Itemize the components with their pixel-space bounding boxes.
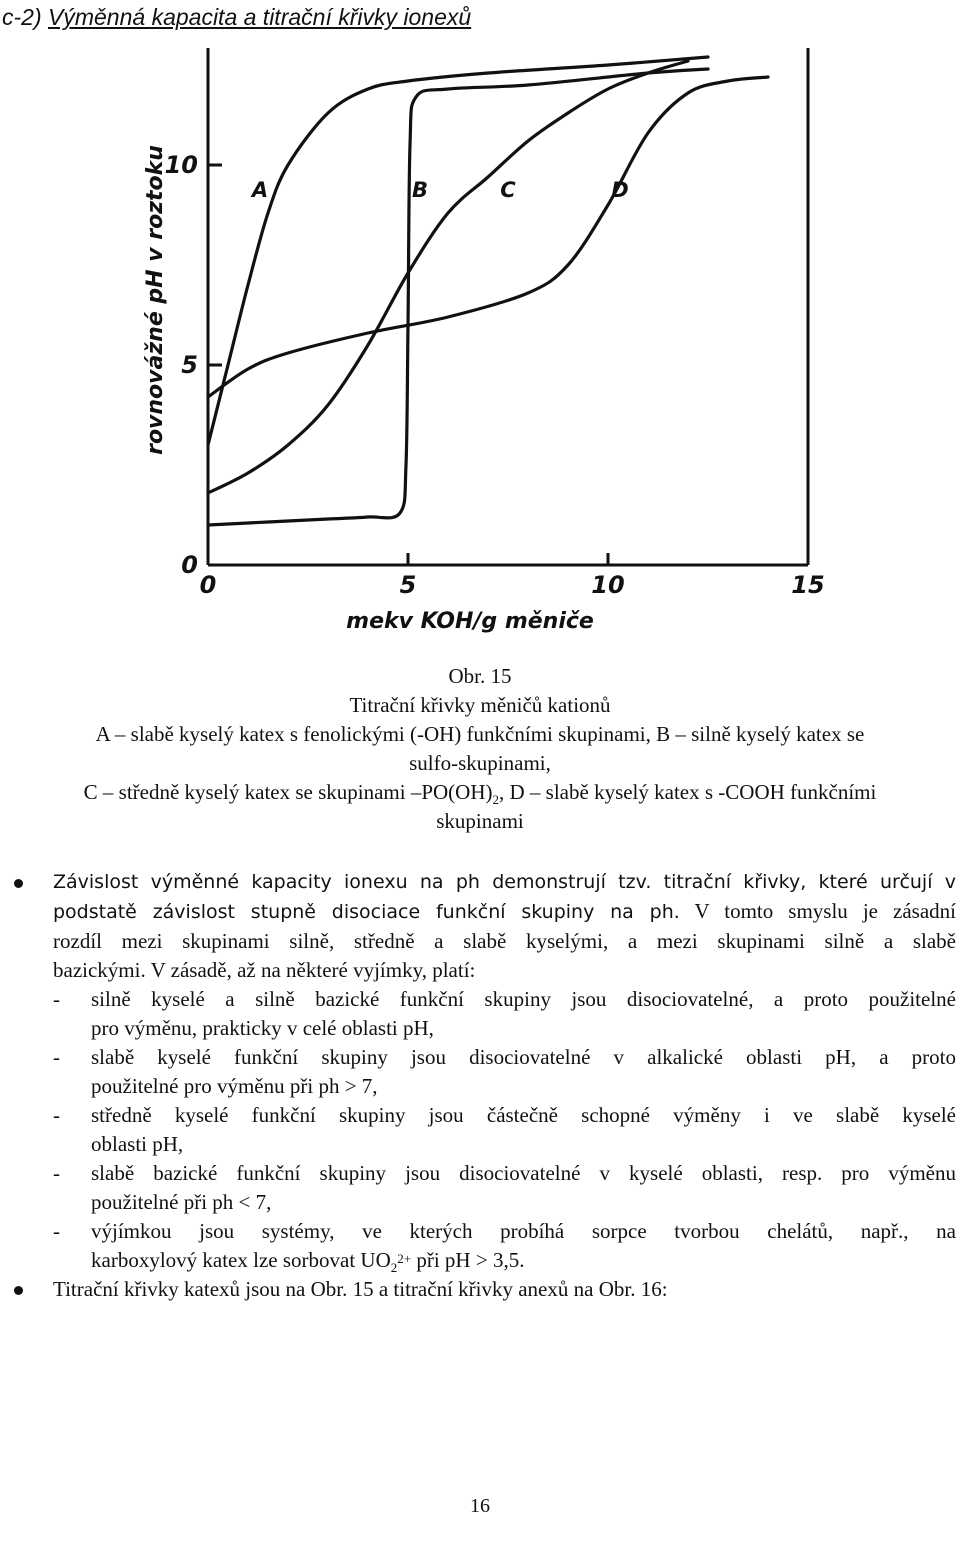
list-item [0, 985, 960, 1043]
list-item-line-2 [91, 1246, 956, 1275]
page-number: 16 [470, 1495, 490, 1517]
para2-line: Titrační křivky katexů jsou na Obr. 15 a titrační křivky anexů na Obr. 16: [53, 1277, 668, 1301]
list-item-line-1: středně kyselé funkční skupiny jsou částečně schopné výměny i ve slabě kyselé [91, 1103, 956, 1127]
y-axis-label: rovnovážné pH v roztoku [143, 145, 168, 455]
curve-label-b: B [411, 178, 429, 202]
para1-line-1: Závislost výměnné kapacity ionexu na ph demonstrují tzv. titrační křivky, které určují v [53, 871, 956, 893]
list-item [0, 1101, 960, 1159]
para1-line-4-b: V zásadě, až na některé vyjímky, platí: [145, 958, 476, 982]
titration-chart-svg [140, 40, 840, 660]
list-item-line-2: oblasti pH, [91, 1132, 184, 1156]
section-number: c-2) [2, 4, 42, 30]
list-dash: - [53, 1161, 60, 1185]
list-item-line-2: použitelné při ph < 7, [91, 1190, 272, 1214]
list-item [0, 1043, 960, 1101]
curve-d [208, 77, 768, 397]
list-item-line-2: použitelné pro výměnu při ph > 7, [91, 1074, 378, 1098]
curve-label-c: C [500, 178, 516, 202]
para1-line-2-b: V tomto smyslu je zásadní [679, 899, 956, 923]
para1-line-4 [53, 956, 956, 985]
figure-caption [0, 662, 960, 836]
x-tick-label: 10 [591, 571, 625, 599]
body-text [0, 868, 960, 1304]
list-item-line-1: výjímkou jsou systémy, ve kterých probíhá sorpce tvorbou chelátů, např., na [91, 1219, 956, 1243]
list-dash: - [53, 1219, 60, 1243]
caption-line-5 [0, 778, 960, 807]
curve-b [208, 69, 708, 525]
list-item-line-1: slabě bazické funkční skupiny jsou disociovatelné v kyselé oblasti, resp. pro výměnu [91, 1161, 956, 1185]
bullet-paragraph-2 [0, 1275, 960, 1304]
bullet-dot [14, 1286, 23, 1295]
list-dash: - [53, 987, 60, 1011]
section-heading [2, 4, 471, 31]
y-tick-label: 10 [164, 151, 198, 179]
curve-label-d: D [611, 178, 629, 202]
list-item-line-2-b: při pH > 3,5. [411, 1248, 525, 1272]
bullet-paragraph-1 [0, 868, 960, 985]
curve-a [208, 57, 708, 445]
list-item [0, 1159, 960, 1217]
list-dash: - [53, 1045, 60, 1069]
y-tick-label: 0 [181, 551, 198, 579]
x-tick-label: 15 [791, 571, 825, 599]
caption-line-1: Obr. 15 [448, 664, 512, 688]
para1-line-4-a: bazickými. [53, 958, 146, 982]
titration-chart [140, 40, 840, 660]
bullet-dot [14, 879, 23, 888]
uo2-charge: 2+ [397, 1251, 412, 1266]
y-tick-label: 5 [181, 351, 198, 379]
list-dash: - [53, 1103, 60, 1127]
x-tick-label: 0 [199, 571, 217, 599]
para1-line-2-a: podstatě závislost stupně disociace funkční skupiny na ph. [53, 901, 680, 923]
list-item-line-1: silně kyselé a silně bazické funkční skupiny jsou disociovatelné, a proto použitelné [91, 987, 956, 1011]
caption-line-3: A – slabě kyselý katex s fenolickými (-OH) funkčními skupinami, B – silně kyselý katex se [95, 722, 865, 746]
list-item-line-2-a: karboxylový katex lze sorbovat UO [91, 1248, 391, 1272]
caption-line-5-pre: C – středně kyselý katex se skupinami –PO(OH) [83, 780, 493, 804]
curve-label-a: A [251, 178, 269, 202]
list-item [0, 1217, 960, 1275]
para1-line-2 [53, 897, 956, 927]
caption-line-5-sub: 2 [492, 792, 499, 808]
caption-line-6: skupinami [436, 809, 524, 833]
x-axis-label: mekv KOH/g měniče [346, 609, 594, 634]
x-tick-label: 5 [399, 571, 417, 599]
caption-line-5-post: , D – slabě kyselý katex s -COOH funkčními [499, 780, 877, 804]
uo2-subscript: 2 [390, 1260, 398, 1276]
caption-line-4: sulfo-skupinami, [409, 751, 551, 775]
para1-line-3: rozdíl mezi skupinami silně, středně a slabě kyselými, a mezi skupinami silně a slabě [53, 929, 956, 953]
list-item-line-2: pro výměnu, prakticky v celé oblasti pH, [91, 1016, 434, 1040]
list-item-line-1: slabě kyselé funkční skupiny jsou disociovatelné v alkalické oblasti pH, a proto [91, 1045, 956, 1069]
section-title: Výměnná kapacita a titrační křivky ionexů [48, 4, 472, 30]
caption-line-2: Titrační křivky měničů kationů [349, 693, 611, 717]
curve-c [208, 61, 688, 493]
